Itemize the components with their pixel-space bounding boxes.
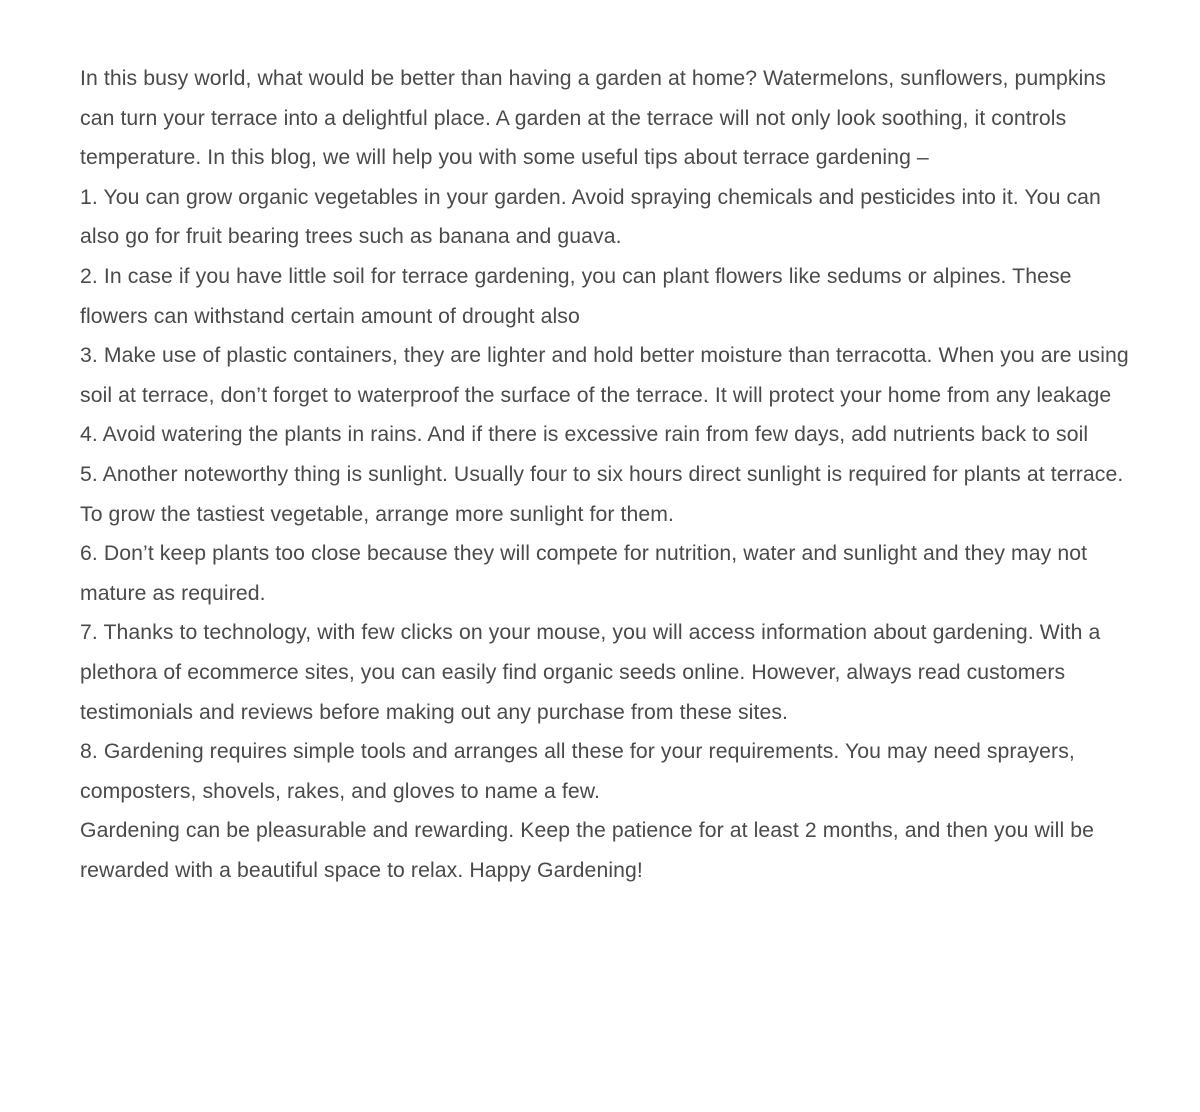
article-body — [80, 59, 1130, 890]
tip-item: 3. Make use of plastic containers, they are lighter and hold better moisture than terracotta. When you are using soil at terrace, don’t forget to waterproof the surface of the terrace. It will protect your home from any leakage — [80, 344, 1129, 407]
closing-paragraph: Gardening can be pleasurable and rewarding. Keep the patience for at least 2 months, and then you will be rewarded with a beautiful space to relax. Happy Gardening! — [80, 819, 1095, 882]
tip-item: 4. Avoid watering the plants in rains. And if there is excessive rain from few days, add nutrients back to soil — [80, 423, 1089, 447]
tip-item: 2. In case if you have little soil for terrace gardening, you can plant flowers like sedums or alpines. These flowers can withstand certain amount of drought also — [80, 264, 1072, 328]
tip-item: 1. You can grow organic vegetables in your garden. Avoid spraying chemicals and pesticides into it. You can also go for fruit bearing trees such as banana and guava. — [80, 185, 1101, 249]
tip-item: 8. Gardening requires simple tools and arranges all these for your requirements. You may need sprayers, composters, shovels, rakes, and gloves to name a few. — [80, 740, 1075, 803]
tip-item: 5. Another noteworthy thing is sunlight. Usually four to six hours direct sunlight is required for plants at terrace. To grow the tastiest vegetable, arrange more sunlight for them. — [80, 462, 1124, 526]
tip-item: 6. Don’t keep plants too close because they will compete for nutrition, water and sunlight and they may not mature as required. — [80, 542, 1088, 605]
tip-item: 7. Thanks to technology, with few clicks on your mouse, you will access information about gardening. With a plethora of ecommerce sites, you can easily find organic seeds online. However, always read customers testimonials and reviews before making out any purchase from these sites. — [80, 621, 1101, 724]
intro-paragraph: In this busy world, what would be better than having a garden at home? Watermelons, sunflowers, pumpkins can turn your terrace into a delightful place. A garden at the terrace will not only look soothing, it controls temperature. In this blog, we will help you with some useful tips about terrace gardening – — [80, 67, 1106, 170]
